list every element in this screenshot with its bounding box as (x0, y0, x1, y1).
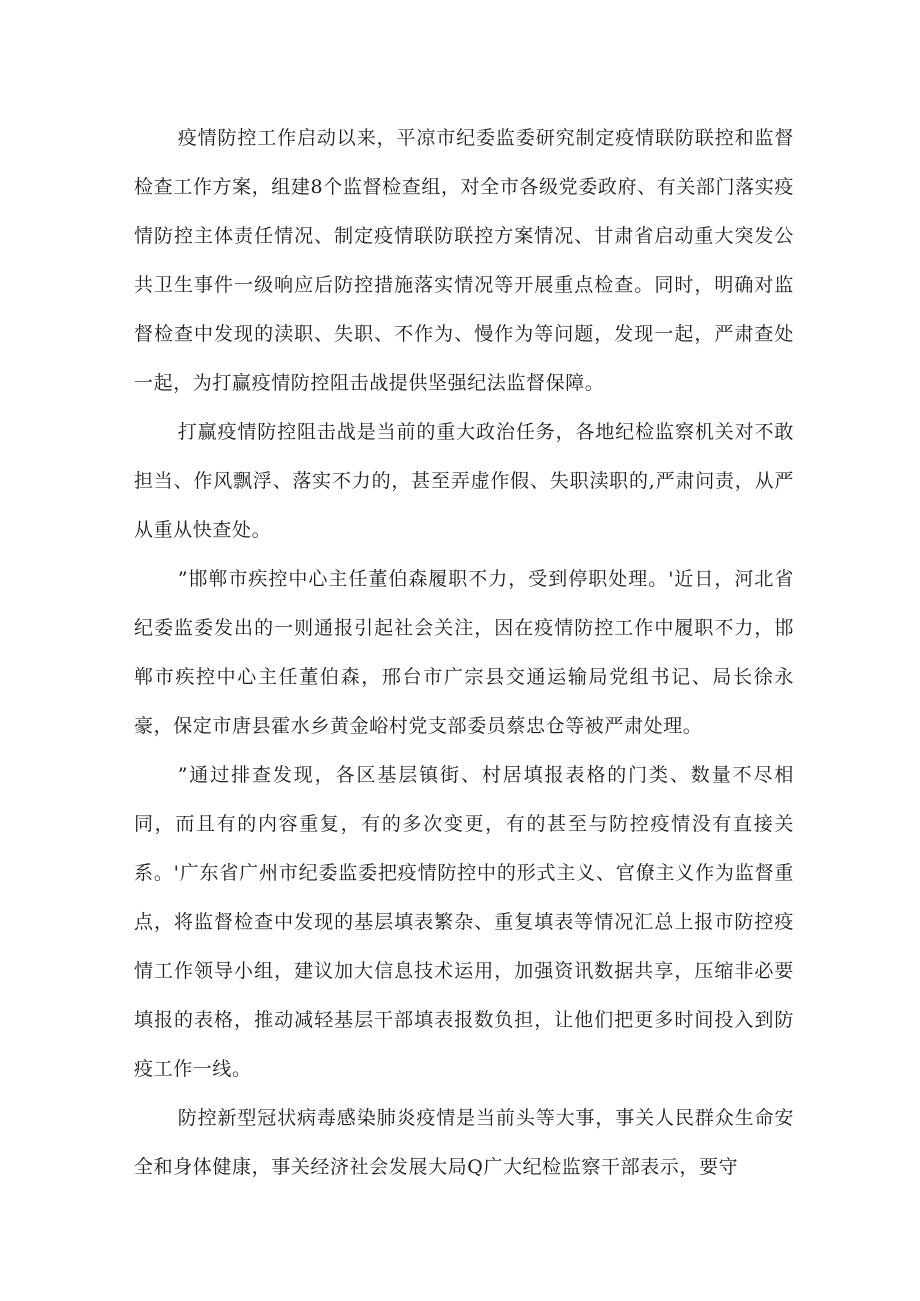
paragraph-3: ”邯郸市疾控中心主任董伯森履职不力，受到停职处理。'近日，河北省纪委监委发出的一则通报引起社会关注，因在疫情防控工作中履职不力，邯郸市疾控中心主任董伯森，邢台市广宗县交通运输局党组书记、局长徐永豪，保定市唐县霍水乡黄金峪村党支部委员蔡忠仓等被严肃处理。 (134, 568, 794, 737)
paragraph-1: 疫情防控工作启动以来，平凉市纪委监委研究制定疫情联防联控和监督检查工作方案，组建8个监督检查组，对全市各级党委政府、有关部门落实疫情防控主体责任情况、制定疫情联防联控方案情况、甘肃省启动重大突发公共卫生事件一级响应后防控措施落实情况等开展重点检查。同时，明确对监督检查中发现的渎职、失职、不作为、慢作为等问题，发现一起，严肃查处一起，为打赢疫情防控阻击战提供坚强纪法监督保障。 (134, 127, 794, 394)
paragraph-2: 打赢疫情防控阻击战是当前的重大政治任务，各地纪检监察机关对不敢担当、作风飘浮、落实不力的，甚至弄虚作假、失职渎职的,严肃问责，从严从重从快查处。 (134, 421, 794, 541)
paragraph-5: 防控新型冠状病毒感染肺炎疫情是当前头等大事，事关人民群众生命安全和身体健康，事关经济社会发展大局Q广大纪检监察干部表示，要守 (134, 1107, 794, 1178)
paragraph-4: ”通过排查发现，各区基层镇街、村居填报表格的门类、数量不尽相同，而且有的内容重复，有的多次变更，有的甚至与防控疫情没有直接关系。'广东省广州市纪委监委把疫情防控中的形式主义、官僚主义作为监督重点，将监督检查中发现的基层填表繁杂、重复填表等情况汇总上报市防控疫情工作领导小组，建议加大信息技术运用，加强资讯数据共享，压缩非必要填报的表格，推动减轻基层干部填表报数负担，让他们把更多时间投入到防疫工作一线。 (134, 764, 794, 1080)
document-body (134, 114, 794, 1192)
